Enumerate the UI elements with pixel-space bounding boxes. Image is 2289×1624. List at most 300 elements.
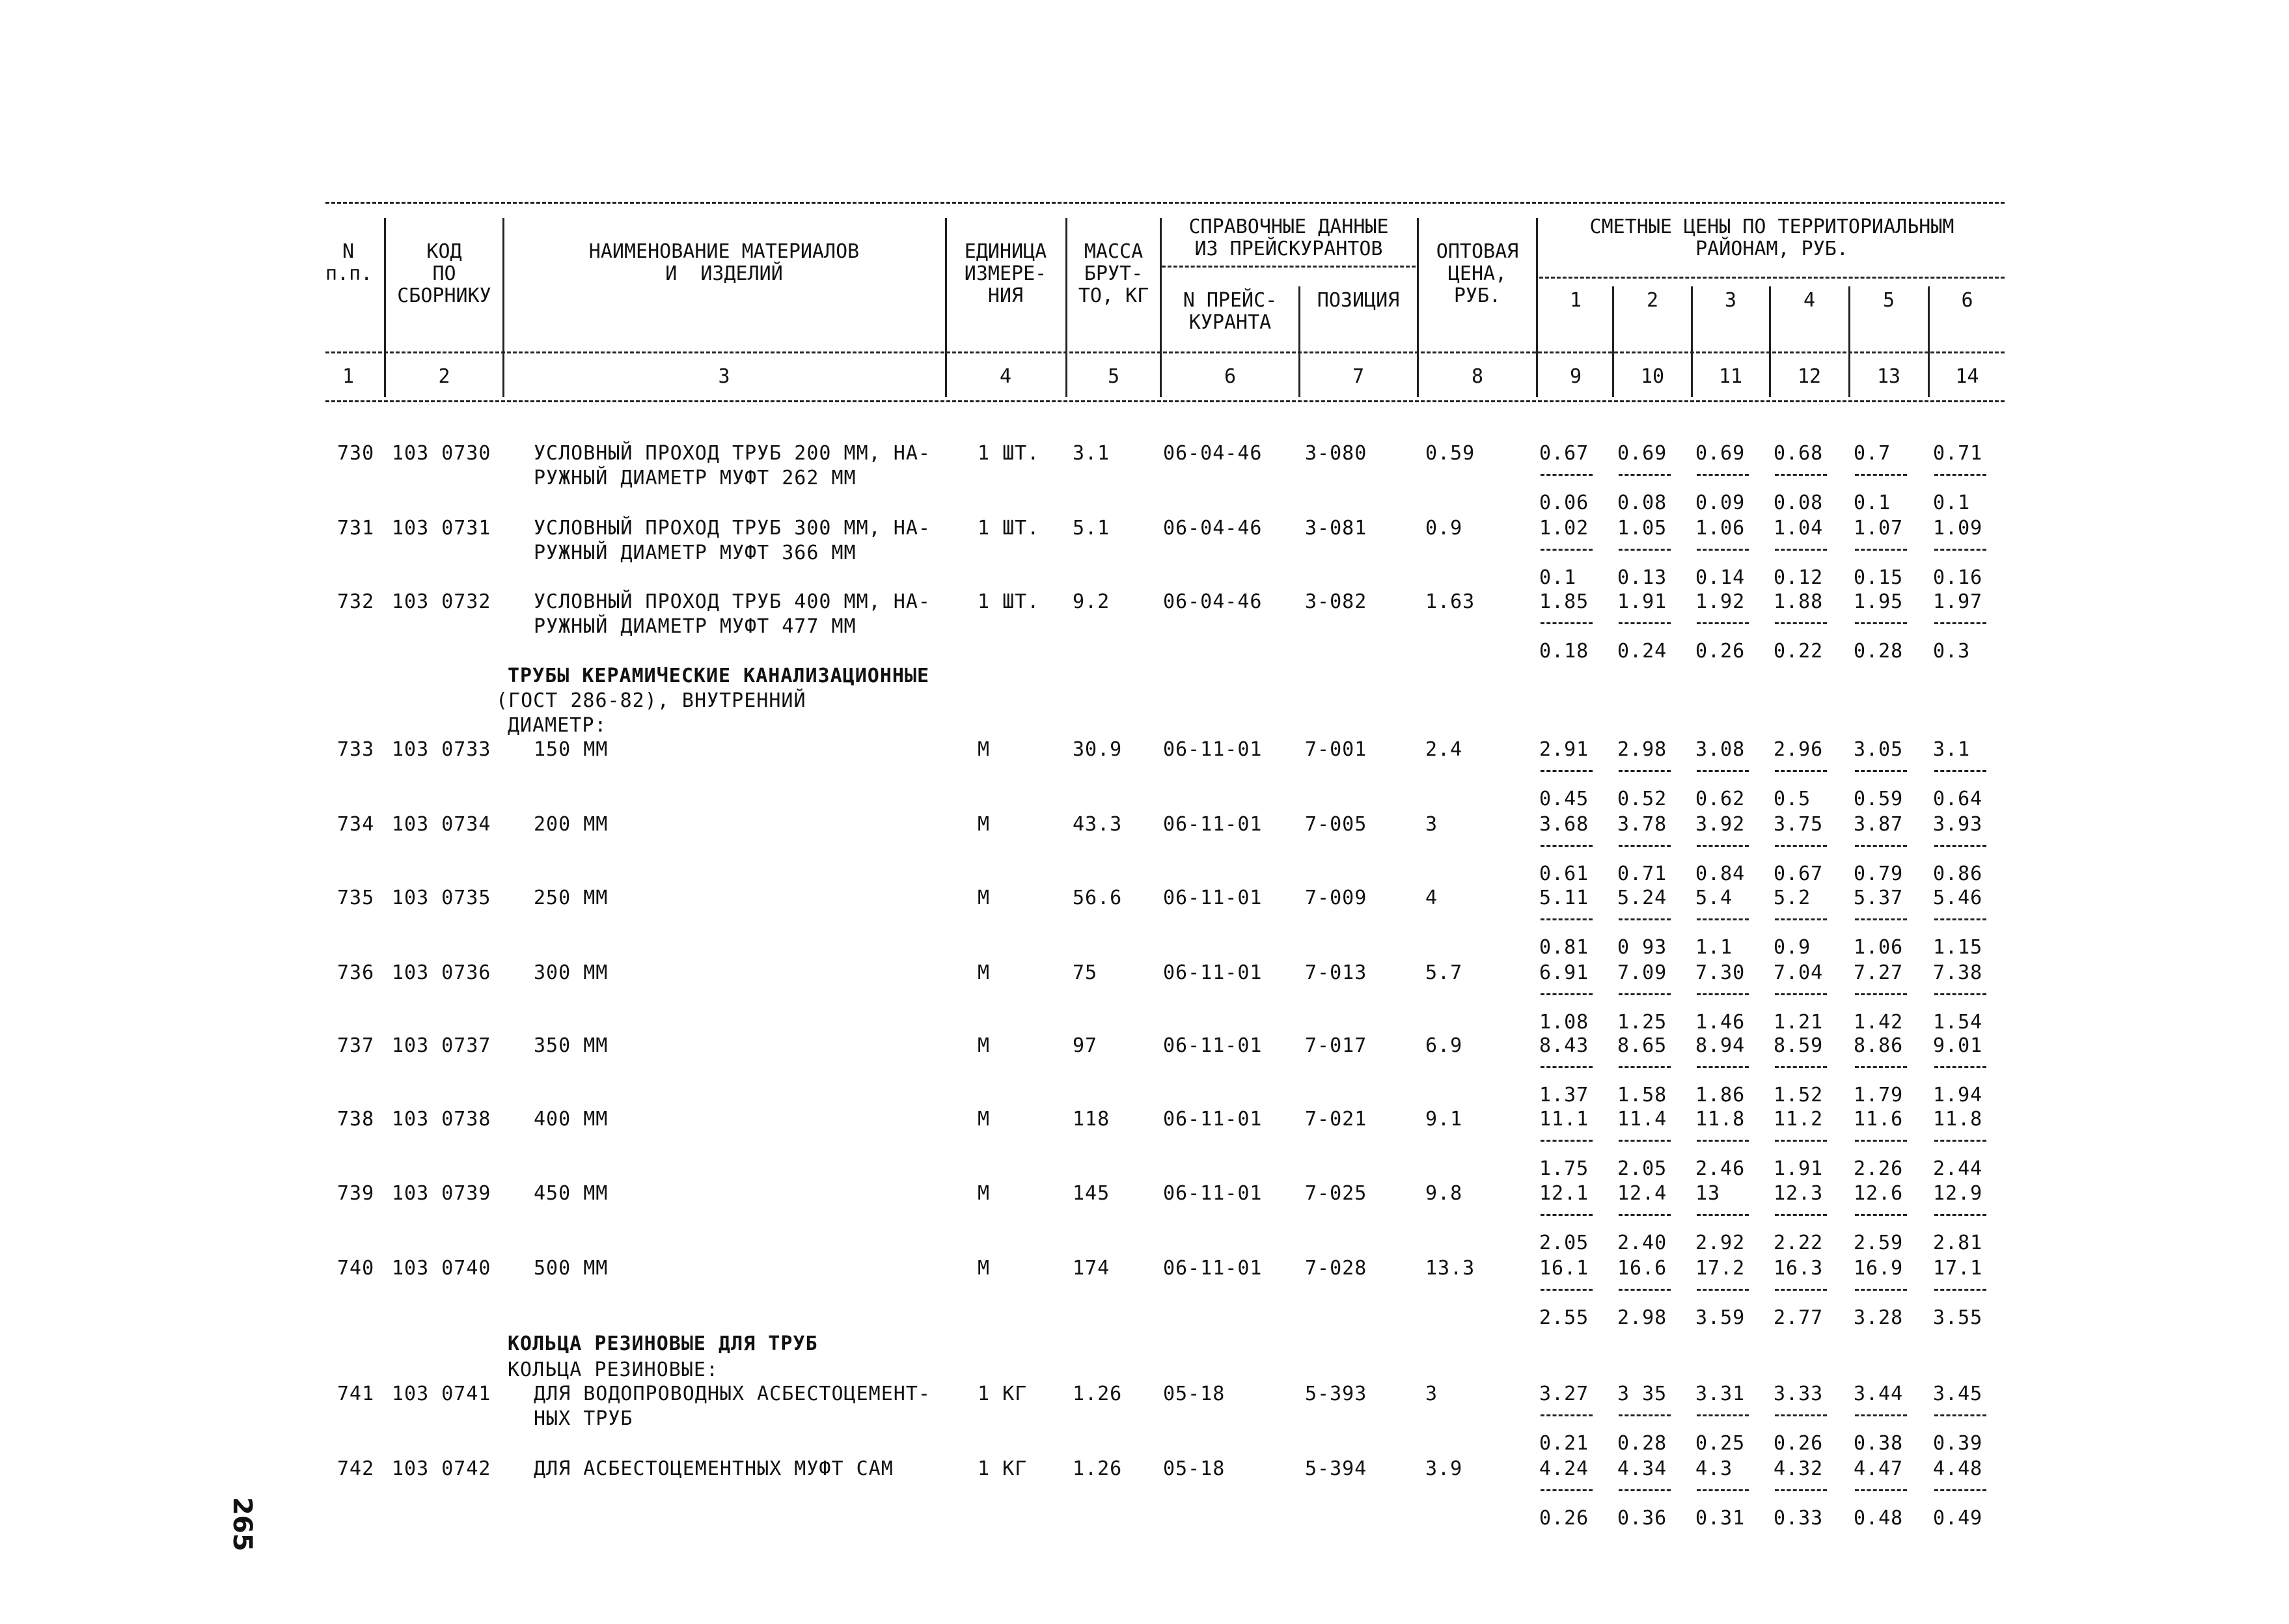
region-price-bottom: 0.71 [1617, 862, 1667, 885]
row-number: 734 [337, 813, 375, 836]
row-position: 5-394 [1305, 1457, 1367, 1480]
region-price-bottom: 1.37 [1539, 1084, 1589, 1107]
fraction-bar [1934, 1140, 1986, 1142]
region-price-bottom: 2.92 [1695, 1232, 1746, 1254]
region-price-top: 0.7 [1854, 442, 1891, 465]
page-number: 265 [227, 1497, 257, 1552]
region-price-bottom: 2.55 [1539, 1306, 1589, 1329]
region-price-bottom: 0.86 [1933, 862, 1983, 885]
region-price-top: 5.2 [1774, 887, 1811, 909]
header-col3: НАИМЕНОВАНИЕ МАТЕРИАЛОВ И ИЗДЕЛИЙ [588, 240, 860, 285]
row-number: 740 [337, 1257, 375, 1280]
colnum: 14 [1955, 365, 1979, 388]
row-code: 103 0731 [392, 517, 491, 540]
region-price-top: 3.45 [1933, 1383, 1983, 1405]
fraction-bar [1697, 1289, 1749, 1291]
row-number: 736 [337, 961, 375, 984]
row-wholesale-price: 6.9 [1425, 1034, 1463, 1057]
region-price-top: 11.6 [1854, 1108, 1904, 1131]
region-label: 1 [1569, 289, 1582, 312]
region-price-bottom: 0.49 [1933, 1507, 1983, 1530]
fraction-bar [1697, 1214, 1749, 1216]
colnum: 3 [718, 365, 730, 388]
region-price-bottom: 1.08 [1539, 1011, 1589, 1034]
region-price-top: 11.8 [1695, 1108, 1746, 1131]
fraction-bar [1697, 993, 1749, 995]
region-price-bottom: 0.06 [1539, 491, 1589, 514]
fraction-bar [1541, 549, 1593, 551]
region-price-bottom: 0.09 [1695, 491, 1746, 514]
region-price-top: 8.59 [1774, 1034, 1824, 1057]
region-price-top: 0.69 [1617, 442, 1667, 465]
region-price-top: 1.09 [1933, 517, 1983, 540]
row-unit: 1 ШТ. [978, 590, 1040, 613]
region-price-top: 0.67 [1539, 442, 1589, 465]
fraction-bar [1541, 1289, 1593, 1291]
fraction-bar [1855, 1140, 1907, 1142]
row-pricelist: 06-11-01 [1163, 738, 1263, 761]
region-price-top: 11.1 [1539, 1108, 1589, 1131]
row-mass: 56.6 [1073, 887, 1123, 909]
row-unit: 1 КГ [978, 1383, 1028, 1405]
row-code: 103 0737 [392, 1034, 491, 1057]
region-price-bottom: 1.06 [1854, 936, 1904, 959]
fraction-bar [1697, 918, 1749, 920]
fraction-bar [1697, 622, 1749, 624]
region-price-bottom: 0.1 [1933, 491, 1971, 514]
region-price-bottom: 1.52 [1774, 1084, 1824, 1107]
region-price-top: 4.3 [1695, 1457, 1733, 1480]
row-wholesale-price: 2.4 [1425, 738, 1463, 761]
region-price-bottom: 2.05 [1617, 1157, 1667, 1180]
region-price-bottom: 1.54 [1933, 1011, 1983, 1034]
fraction-bar [1541, 1214, 1593, 1216]
row-mass: 1.26 [1073, 1457, 1123, 1480]
region-price-bottom: 0.24 [1617, 640, 1667, 663]
row-pricelist: 05-18 [1163, 1383, 1226, 1405]
row-name: ДЛЯ АСБЕСТОЦЕМЕНТНЫХ МУФТ САМ [534, 1457, 894, 1480]
fraction-bar [1541, 1489, 1593, 1491]
region-price-bottom: 0.1 [1854, 491, 1891, 514]
region-price-top: 3.08 [1695, 738, 1746, 761]
region-price-bottom: 1.46 [1695, 1011, 1746, 1034]
region-price-top: 3.87 [1854, 813, 1904, 836]
row-code: 103 0735 [392, 887, 491, 909]
fraction-bar [1934, 622, 1986, 624]
region-price-bottom: 1.75 [1539, 1157, 1589, 1180]
row-wholesale-price: 3.9 [1425, 1457, 1463, 1480]
region-price-bottom: 0.59 [1854, 788, 1904, 810]
colnum: 10 [1640, 365, 1665, 388]
region-price-top: 1.07 [1854, 517, 1904, 540]
fraction-bar [1775, 1489, 1827, 1491]
row-pricelist: 06-11-01 [1163, 1108, 1263, 1131]
region-price-top: 0.71 [1933, 442, 1983, 465]
fraction-bar [1697, 770, 1749, 772]
region-price-top: 2.96 [1774, 738, 1824, 761]
row-code: 103 0733 [392, 738, 491, 761]
row-unit: М [978, 1108, 991, 1131]
row-position: 3-082 [1305, 590, 1367, 613]
row-unit: М [978, 738, 991, 761]
fraction-bar [1855, 1489, 1907, 1491]
fraction-bar [1697, 1414, 1749, 1416]
region-price-bottom: 0.5 [1774, 788, 1811, 810]
row-unit: 1 КГ [978, 1457, 1028, 1480]
row-wholesale-price: 3 [1425, 813, 1438, 836]
region-price-top: 16.1 [1539, 1257, 1589, 1280]
row-name-cont: РУЖНЫЙ ДИАМЕТР МУФТ 477 ММ [534, 615, 857, 638]
region-price-bottom: 0.38 [1854, 1432, 1904, 1455]
colnum: 8 [1471, 365, 1484, 388]
fraction-bar [1541, 622, 1593, 624]
region-price-top: 12.1 [1539, 1182, 1589, 1205]
row-position: 7-021 [1305, 1108, 1367, 1131]
row-position: 3-081 [1305, 517, 1367, 540]
fraction-bar [1619, 1289, 1671, 1291]
fraction-bar [1934, 1414, 1986, 1416]
region-label: 6 [1961, 289, 1973, 312]
colnum: 7 [1352, 365, 1365, 388]
fraction-bar [1775, 1066, 1827, 1068]
region-price-bottom: 0.36 [1617, 1507, 1667, 1530]
header-col5: МАССА БРУТ- ТО, КГ [1078, 240, 1149, 307]
region-price-top: 8.94 [1695, 1034, 1746, 1057]
fraction-bar [1775, 1214, 1827, 1216]
row-name: 350 ММ [534, 1034, 609, 1057]
region-price-bottom: 0.22 [1774, 640, 1824, 663]
row-number: 742 [337, 1457, 375, 1480]
row-code: 103 0742 [392, 1457, 491, 1480]
fraction-bar [1697, 1140, 1749, 1142]
header-mid-rule [325, 351, 2005, 353]
region-price-bottom: 0.15 [1854, 566, 1904, 589]
region-price-top: 4.32 [1774, 1457, 1824, 1480]
row-pricelist: 06-11-01 [1163, 1257, 1263, 1280]
row-number: 733 [337, 738, 375, 761]
fraction-bar [1619, 1140, 1671, 1142]
region-price-top: 8.86 [1854, 1034, 1904, 1057]
row-name: 400 ММ [534, 1108, 609, 1131]
row-pricelist: 06-04-46 [1163, 590, 1263, 613]
header-col7: ПОЗИЦИЯ [1317, 289, 1400, 312]
region-price-bottom: 0.13 [1617, 566, 1667, 589]
row-number: 735 [337, 887, 375, 909]
row-unit: 1 ШТ. [978, 442, 1040, 465]
region-price-top: 3.75 [1774, 813, 1824, 836]
fraction-bar [1934, 1066, 1986, 1068]
row-unit: М [978, 961, 991, 984]
region-price-bottom: 2.40 [1617, 1232, 1667, 1254]
region-price-bottom: 1.15 [1933, 936, 1983, 959]
fraction-bar [1775, 845, 1827, 847]
region-price-top: 0.68 [1774, 442, 1824, 465]
row-number: 741 [337, 1383, 375, 1405]
region-label: 4 [1803, 289, 1816, 312]
fraction-bar [1855, 993, 1907, 995]
row-name: ДЛЯ ВОДОПРОВОДНЫХ АСБЕСТОЦЕМЕНТ- [534, 1383, 931, 1405]
row-number: 731 [337, 517, 375, 540]
row-wholesale-price: 0.9 [1425, 517, 1463, 540]
region-price-top: 4.47 [1854, 1457, 1904, 1480]
colnum: 2 [438, 365, 450, 388]
region-price-bottom: 0.21 [1539, 1432, 1589, 1455]
fraction-bar [1934, 918, 1986, 920]
fraction-bar [1619, 1066, 1671, 1068]
region-price-top: 1.95 [1854, 590, 1904, 613]
colnum: 6 [1224, 365, 1237, 388]
colnum: 1 [342, 365, 355, 388]
fraction-bar [1934, 474, 1986, 476]
region-price-bottom: 0.28 [1617, 1432, 1667, 1455]
region-price-top: 12.6 [1854, 1182, 1904, 1205]
region-price-bottom: 0.67 [1774, 862, 1824, 885]
row-position: 7-009 [1305, 887, 1367, 909]
fraction-bar [1697, 1489, 1749, 1491]
region-price-bottom: 0.25 [1695, 1432, 1746, 1455]
region-price-bottom: 0.52 [1617, 788, 1667, 810]
row-pricelist: 06-11-01 [1163, 961, 1263, 984]
fraction-bar [1541, 845, 1593, 847]
region-price-bottom: 3.28 [1854, 1306, 1904, 1329]
region-price-bottom: 0.61 [1539, 862, 1589, 885]
region-label: 5 [1882, 289, 1895, 312]
region-price-bottom: 1.25 [1617, 1011, 1667, 1034]
fraction-bar [1775, 1414, 1827, 1416]
region-price-bottom: 0.39 [1933, 1432, 1983, 1455]
region-price-top: 9.01 [1933, 1034, 1983, 1057]
region-price-top: 7.30 [1695, 961, 1746, 984]
fraction-bar [1619, 1489, 1671, 1491]
row-code: 103 0736 [392, 961, 491, 984]
row-name: 450 ММ [534, 1182, 609, 1205]
row-mass: 145 [1073, 1182, 1110, 1205]
row-name: 250 ММ [534, 887, 609, 909]
row-mass: 174 [1073, 1257, 1110, 1280]
fraction-bar [1855, 1414, 1907, 1416]
section-title-rings: КОЛЬЦА РЕЗИНОВЫЕ ДЛЯ ТРУБ [508, 1332, 818, 1355]
fraction-bar [1541, 1414, 1593, 1416]
row-number: 739 [337, 1182, 375, 1205]
fraction-bar [1855, 918, 1907, 920]
colnum: 12 [1797, 365, 1822, 388]
row-wholesale-price: 9.8 [1425, 1182, 1463, 1205]
fraction-bar [1541, 918, 1593, 920]
fraction-bar [1934, 1289, 1986, 1291]
fraction-bar [1775, 1289, 1827, 1291]
region-price-bottom: 0.28 [1854, 640, 1904, 663]
header-bottom-rule [325, 400, 2005, 402]
region-price-bottom: 0.14 [1695, 566, 1746, 589]
region-price-bottom: 2.05 [1539, 1232, 1589, 1254]
region-price-top: 4.24 [1539, 1457, 1589, 1480]
fraction-bar [1697, 549, 1749, 551]
region-price-bottom: 1.79 [1854, 1084, 1904, 1107]
fraction-bar [1775, 918, 1827, 920]
fraction-bar [1775, 770, 1827, 772]
region-price-top: 8.43 [1539, 1034, 1589, 1057]
region-price-bottom: 2.22 [1774, 1232, 1824, 1254]
fraction-bar [1541, 1140, 1593, 1142]
row-name: УСЛОВНЫЙ ПРОХОД ТРУБ 400 ММ, НА- [534, 590, 931, 613]
colnum: 5 [1107, 365, 1120, 388]
region-price-top: 12.3 [1774, 1182, 1824, 1205]
region-price-top: 5.24 [1617, 887, 1667, 909]
header-col4: ЕДИНИЦА ИЗМЕРЕ- НИЯ [964, 240, 1047, 307]
row-wholesale-price: 5.7 [1425, 961, 1463, 984]
region-price-bottom: 1.42 [1854, 1011, 1904, 1034]
region-price-top: 5.37 [1854, 887, 1904, 909]
region-price-top: 11.8 [1933, 1108, 1983, 1131]
row-name: 150 ММ [534, 738, 609, 761]
row-mass: 43.3 [1073, 813, 1123, 836]
region-price-bottom: 1.94 [1933, 1084, 1983, 1107]
region-price-top: 16.3 [1774, 1257, 1824, 1280]
fraction-bar [1855, 1289, 1907, 1291]
region-price-top: 1.92 [1695, 590, 1746, 613]
row-unit: М [978, 1182, 991, 1205]
region-price-top: 5.46 [1933, 887, 1983, 909]
row-unit: 1 ШТ. [978, 517, 1040, 540]
region-price-top: 6.91 [1539, 961, 1589, 984]
region-price-top: 16.9 [1854, 1257, 1904, 1280]
row-number: 730 [337, 442, 375, 465]
fraction-bar [1934, 549, 1986, 551]
region-price-bottom: 0.16 [1933, 566, 1983, 589]
row-name: 500 ММ [534, 1257, 609, 1280]
region-price-bottom: 1.21 [1774, 1011, 1824, 1034]
fraction-bar [1619, 845, 1671, 847]
row-mass: 118 [1073, 1108, 1110, 1131]
region-price-bottom: 2.77 [1774, 1306, 1824, 1329]
fraction-bar [1855, 622, 1907, 624]
subheader-rule-ref [1162, 266, 1416, 268]
row-mass: 5.1 [1073, 517, 1110, 540]
region-price-bottom: 1.58 [1617, 1084, 1667, 1107]
fraction-bar [1934, 993, 1986, 995]
region-price-bottom: 2.98 [1617, 1306, 1667, 1329]
region-price-top: 12.9 [1933, 1182, 1983, 1205]
row-wholesale-price: 1.63 [1425, 590, 1475, 613]
colnum: 9 [1569, 365, 1582, 388]
row-position: 5-393 [1305, 1383, 1367, 1405]
fraction-bar [1775, 1140, 1827, 1142]
fraction-bar [1855, 1066, 1907, 1068]
region-price-top: 1.85 [1539, 590, 1589, 613]
row-name: УСЛОВНЫЙ ПРОХОД ТРУБ 200 ММ, НА- [534, 442, 931, 465]
region-price-top: 17.2 [1695, 1257, 1746, 1280]
region-price-top: 5.11 [1539, 887, 1589, 909]
row-name: 200 ММ [534, 813, 609, 836]
region-price-top: 2.98 [1617, 738, 1667, 761]
fraction-bar [1541, 770, 1593, 772]
row-code: 103 0738 [392, 1108, 491, 1131]
region-price-bottom: 0.62 [1695, 788, 1746, 810]
header-col6: N ПРЕЙС- КУРАНТА [1183, 289, 1278, 334]
row-mass: 75 [1073, 961, 1098, 984]
region-price-top: 3 35 [1617, 1383, 1667, 1405]
region-price-top: 7.09 [1617, 961, 1667, 984]
row-mass: 1.26 [1073, 1383, 1123, 1405]
region-price-top: 3.78 [1617, 813, 1667, 836]
fraction-bar [1619, 770, 1671, 772]
header-col2: КОД ПО СБОРНИКУ [397, 240, 491, 307]
region-price-top: 11.4 [1617, 1108, 1667, 1131]
region-price-bottom: 0.1 [1539, 566, 1577, 589]
row-code: 103 0740 [392, 1257, 491, 1280]
region-price-bottom: 2.44 [1933, 1157, 1983, 1180]
region-price-bottom: 2.59 [1854, 1232, 1904, 1254]
row-code: 103 0741 [392, 1383, 491, 1405]
fraction-bar [1934, 1214, 1986, 1216]
region-price-bottom: 0.79 [1854, 862, 1904, 885]
fraction-bar [1855, 549, 1907, 551]
region-price-bottom: 0.81 [1539, 936, 1589, 959]
region-price-top: 16.6 [1617, 1257, 1667, 1280]
fraction-bar [1855, 770, 1907, 772]
region-price-top: 3.68 [1539, 813, 1589, 836]
row-name: УСЛОВНЫЙ ПРОХОД ТРУБ 300 ММ, НА- [534, 517, 931, 540]
region-price-bottom: 0.08 [1774, 491, 1824, 514]
col-divider [384, 218, 386, 397]
header-top-rule [325, 202, 2005, 204]
row-position: 7-001 [1305, 738, 1367, 761]
section-subtitle-ceramic: (ГОСТ 286-82), ВНУТРЕННИЙ [496, 689, 806, 712]
fraction-bar [1934, 770, 1986, 772]
region-price-top: 3.92 [1695, 813, 1746, 836]
fraction-bar [1934, 845, 1986, 847]
region-price-bottom: 2.46 [1695, 1157, 1746, 1180]
region-label: 3 [1724, 289, 1737, 312]
region-price-bottom: 3.59 [1695, 1306, 1746, 1329]
row-pricelist: 06-11-01 [1163, 887, 1263, 909]
subheader-rule-regions [1539, 277, 2005, 279]
row-number: 737 [337, 1034, 375, 1057]
row-unit: М [978, 1257, 991, 1280]
region-price-top: 1.88 [1774, 590, 1824, 613]
row-name-cont: РУЖНЫЙ ДИАМЕТР МУФТ 262 ММ [534, 467, 857, 489]
row-code: 103 0734 [392, 813, 491, 836]
header-col8: ОПТОВАЯ ЦЕНА, РУБ. [1436, 240, 1519, 307]
region-price-top: 1.06 [1695, 517, 1746, 540]
region-price-top: 4.34 [1617, 1457, 1667, 1480]
region-price-bottom: 0.45 [1539, 788, 1589, 810]
fraction-bar [1619, 622, 1671, 624]
region-price-bottom: 1.86 [1695, 1084, 1746, 1107]
region-price-bottom: 0.12 [1774, 566, 1824, 589]
row-pricelist: 05-18 [1163, 1457, 1226, 1480]
col-divider [1536, 218, 1538, 397]
row-wholesale-price: 9.1 [1425, 1108, 1463, 1131]
region-price-top: 3.44 [1854, 1383, 1904, 1405]
header-col9-14: СМЕТНЫЕ ЦЕНЫ ПО ТЕРРИТОРИАЛЬНЫМ РАЙОНАМ, РУБ. [1589, 215, 1954, 260]
row-name: 300 ММ [534, 961, 609, 984]
header-col6-7: СПРАВОЧНЫЕ ДАННЫЕ ИЗ ПРЕЙСКУРАНТОВ [1188, 215, 1389, 260]
region-price-top: 5.4 [1695, 887, 1733, 909]
fraction-bar [1775, 622, 1827, 624]
region-price-top: 1.02 [1539, 517, 1589, 540]
region-price-bottom: 0.9 [1774, 936, 1811, 959]
row-wholesale-price: 3 [1425, 1383, 1438, 1405]
colnum: 13 [1876, 365, 1901, 388]
row-position: 7-028 [1305, 1257, 1367, 1280]
row-mass: 30.9 [1073, 738, 1123, 761]
row-name-cont: РУЖНЫЙ ДИАМЕТР МУФТ 366 ММ [534, 542, 857, 564]
region-price-bottom: 0.08 [1617, 491, 1667, 514]
region-price-bottom: 0.26 [1695, 640, 1746, 663]
fraction-bar [1541, 1066, 1593, 1068]
fraction-bar [1697, 845, 1749, 847]
